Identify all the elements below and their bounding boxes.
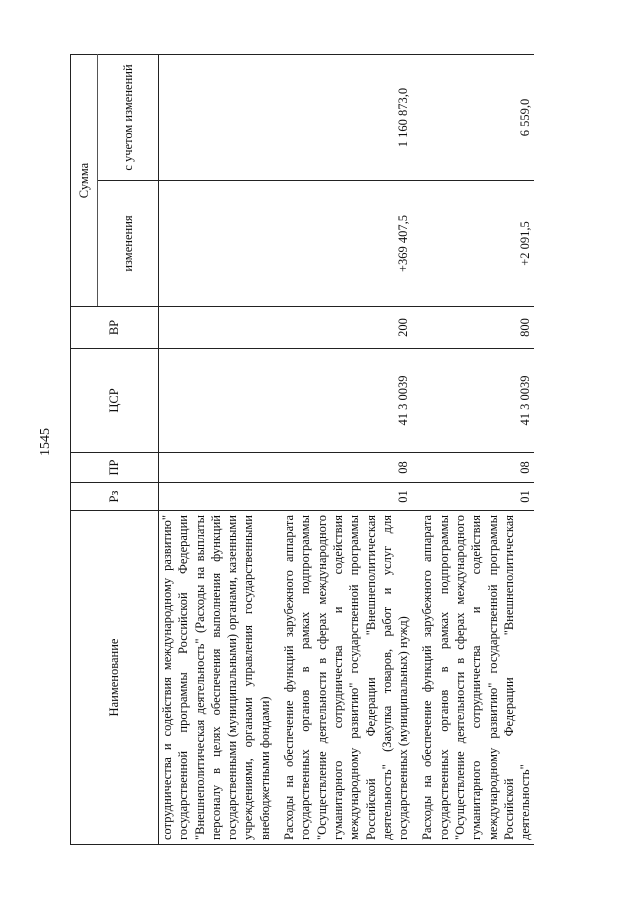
row-with-changes: 1 160 873,0 xyxy=(281,55,411,181)
row-csr: 41 3 0039 xyxy=(281,349,411,453)
row-vr xyxy=(159,307,274,349)
row-spacer xyxy=(273,55,281,845)
row-vr: 200 xyxy=(281,307,411,349)
row-with-changes: 6 559,0 xyxy=(419,55,533,181)
row-csr xyxy=(159,349,274,453)
row-rz xyxy=(159,483,274,511)
table-row xyxy=(159,55,274,845)
row-pr xyxy=(159,453,274,483)
row-pr: 08 xyxy=(281,453,411,483)
row-vr: 800 xyxy=(419,307,533,349)
header-vr: ВР xyxy=(71,307,159,349)
header-with-changes: с учетом изменений xyxy=(98,55,159,181)
row-name: сотрудничества и содействия международному развитию" государственной программы Российской Федерации "Внешнеполитическая деятельность" (Расходы на выплаты персоналу в целях обеспечения выполнения функций государственными (муниципальными) органами, казенными учреждениями, органами управления государственными внебюджетными фондами) xyxy=(159,511,274,845)
row-spacer xyxy=(411,55,419,845)
row-with-changes xyxy=(159,55,274,181)
row-change: +2 091,5 xyxy=(419,181,533,307)
header-change: изменения xyxy=(98,181,159,307)
header-rz: Рз xyxy=(71,483,159,511)
budget-table xyxy=(70,54,534,845)
row-change xyxy=(159,181,274,307)
page-number: 1545 xyxy=(38,428,53,456)
row-pr: 08 xyxy=(419,453,533,483)
row-rz: 01 xyxy=(419,483,533,511)
table-row xyxy=(281,55,411,845)
header-pr: ПР xyxy=(71,453,159,483)
row-rz: 01 xyxy=(281,483,411,511)
row-change: +369 407,5 xyxy=(281,181,411,307)
table-row xyxy=(419,55,533,845)
header-name: Наименование xyxy=(71,511,159,845)
header-csr: ЦСР xyxy=(71,349,159,453)
document-page xyxy=(70,55,600,845)
table-header-row xyxy=(71,55,98,845)
header-sum: Сумма xyxy=(71,55,98,307)
row-csr: 41 3 0039 xyxy=(419,349,533,453)
row-name: Расходы на обеспечение функций зарубежного аппарата государственных органов в рамках подпрограммы "Осуществление деятельности в сферах международного гуманитарного сотрудничества и содействия международному развитию" государственной программы Российской Федерации "Внешнеполитическая деятельность" xyxy=(419,511,533,845)
row-name: Расходы на обеспечение функций зарубежного аппарата государственных органов в рамках подпрограммы "Осуществление деятельности в сферах международного гуманитарного сотрудничества и содействия международному развитию" государственной программы Российской Федерации "Внешнеполитическая деятельность" (Закупка товаров, работ и услуг для государственных (муниципальных) нужд) xyxy=(281,511,411,845)
